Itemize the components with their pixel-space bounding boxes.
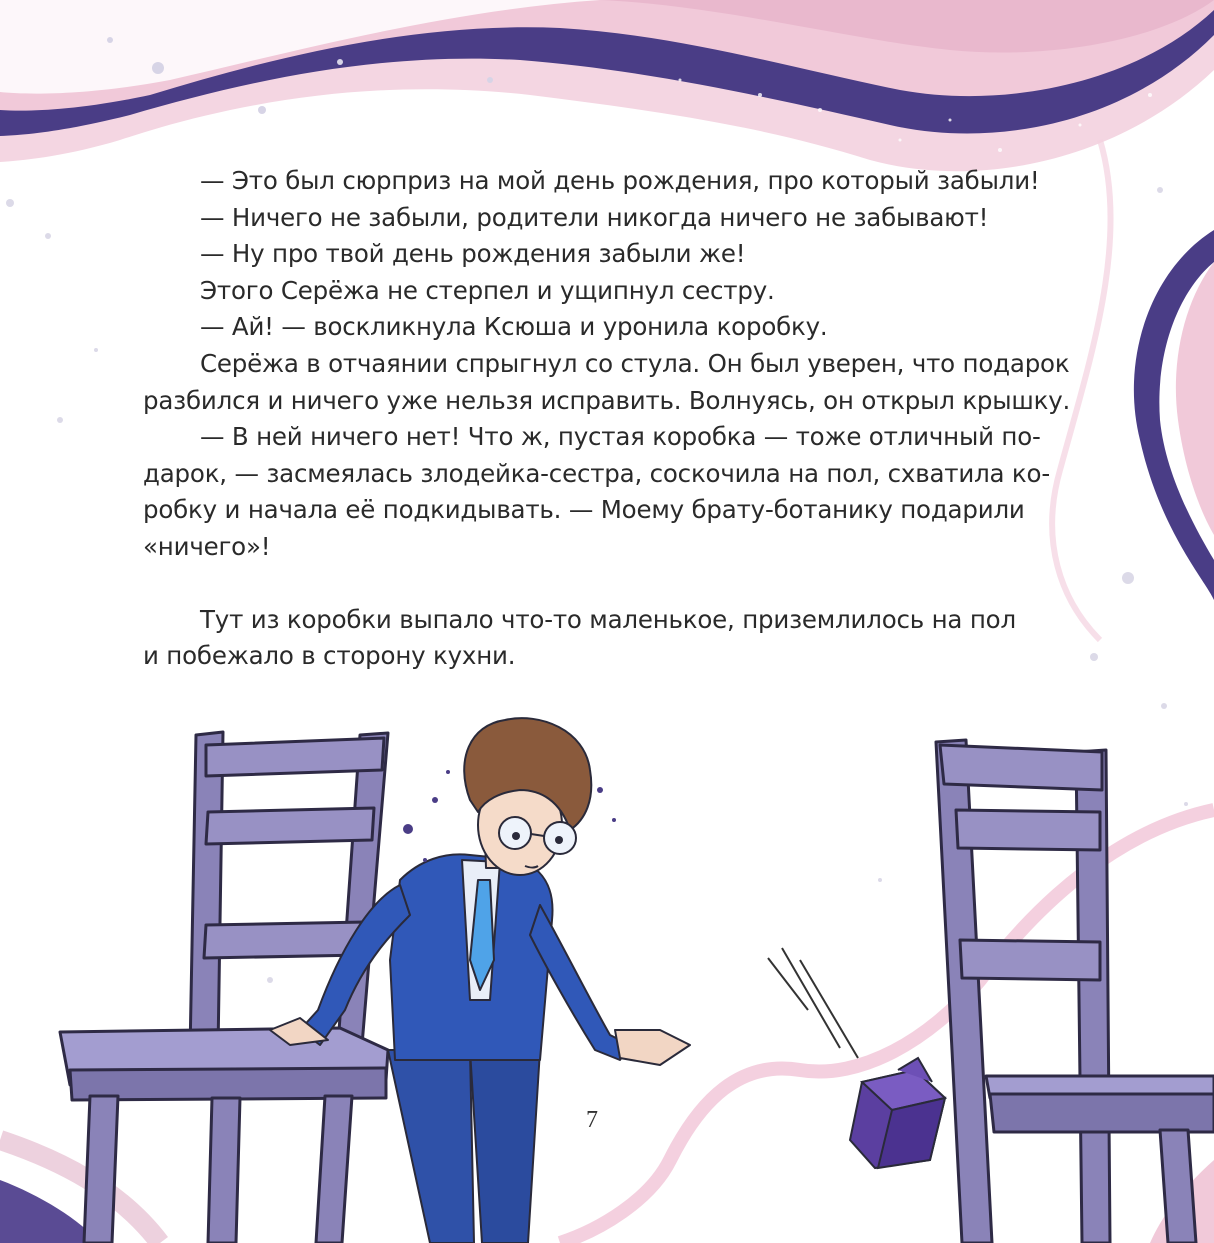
dialogue-line: — Это был сюрприз на мой день рождения, про который забыли! xyxy=(200,166,1040,195)
paragraph-line: Тут из коробки выпало что-то маленькое, приземлилось на пол xyxy=(200,604,1016,634)
story-text xyxy=(143,163,1073,675)
dialogue-line: — В ней ничего нет! Что ж, пустая коробка — тоже отличный по- xyxy=(200,422,1041,452)
dialogue-line: — Ай! — воскликнула Ксюша и уронила коробку. xyxy=(200,312,828,342)
paragraph-line: «ничего»! xyxy=(143,531,271,561)
dialogue-line: — Ничего не забыли, родители никогда ничего не забывают! xyxy=(200,202,989,232)
paragraph-line: дарок, — засмеялась злодейка-сестра, соскочила на пол, схватила ко- xyxy=(143,458,1050,488)
right-swirl-decoration xyxy=(1052,140,1214,640)
paragraph-line: робку и начала её подкидывать. — Моему брату-ботанику подарили xyxy=(143,495,1025,525)
paragraph-line: и побежало в сторону кухни. xyxy=(143,641,516,671)
paragraph-line: Этого Серёжа не стерпел и ущипнул сестру. xyxy=(200,275,775,305)
paragraph-line: разбился и ничего уже нельзя исправить. Волнуясь, он открыл крышку. xyxy=(143,385,1071,415)
falling-box xyxy=(768,948,945,1168)
paragraph-line: Серёжа в отчаянии спрыгнул со стула. Он был уверен, что подарок xyxy=(200,348,1070,378)
pink-ribbon xyxy=(0,810,1214,1243)
page-number: 7 xyxy=(586,1107,598,1133)
dialogue-line: — Ну про твой день рождения забыли же! xyxy=(200,239,746,269)
top-wave-decoration xyxy=(0,0,1214,171)
paragraph-gap xyxy=(143,566,1073,602)
